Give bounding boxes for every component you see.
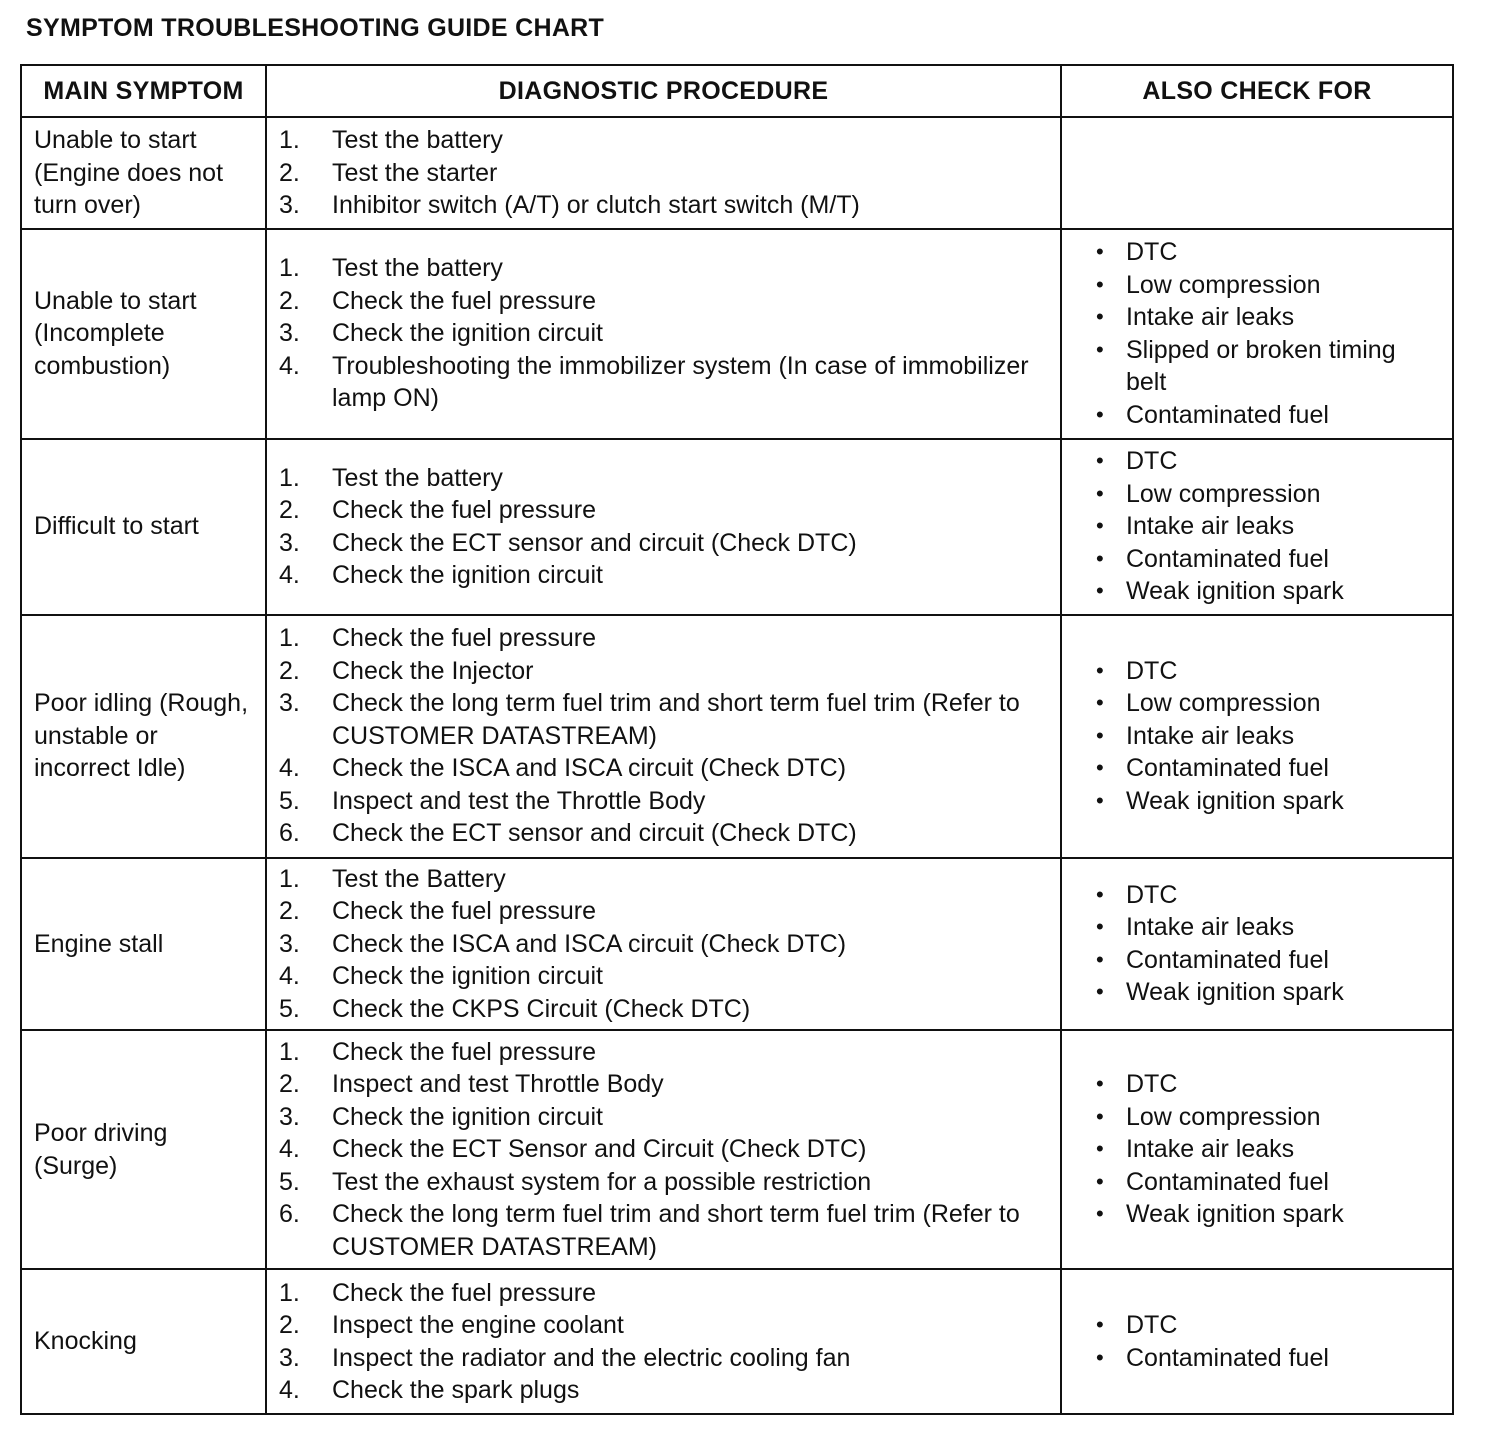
step-text: Check the fuel pressure — [332, 897, 597, 925]
diagnostic-procedure-cell — [266, 1030, 1061, 1269]
step-text: Check the long term fuel trim and short term fuel trim (Refer to CUSTOMER DATASTREAM) — [332, 689, 1020, 750]
bullet-icon: • — [1096, 1136, 1104, 1162]
step-number: 1. — [279, 624, 300, 653]
column-header-main-symptom: MAIN SYMPTOM — [21, 65, 266, 117]
procedure-step — [279, 1309, 1050, 1342]
table-row — [21, 117, 1453, 229]
procedure-step — [279, 317, 1050, 350]
also-check-item — [1096, 655, 1442, 688]
procedure-step — [279, 895, 1050, 928]
also-check-item — [1096, 334, 1442, 399]
main-symptom-cell — [21, 1030, 266, 1269]
table-row — [21, 229, 1453, 439]
also-check-item — [1096, 911, 1442, 944]
main-symptom-cell — [21, 858, 266, 1031]
step-text: Check the ignition circuit — [332, 319, 603, 348]
bullet-icon: • — [1096, 480, 1104, 506]
step-text: Check the ISCA and ISCA circuit (Check DTC) — [332, 929, 847, 958]
also-check-text: Weak ignition spark — [1126, 577, 1344, 606]
also-check-item — [1096, 1101, 1442, 1134]
also-check-text: Intake air leaks — [1126, 913, 1295, 942]
bullet-icon: • — [1096, 513, 1104, 539]
step-text: Check the fuel pressure — [332, 1037, 597, 1066]
also-check-item — [1096, 445, 1442, 478]
also-check-item — [1096, 399, 1442, 432]
diagnostic-procedure-cell — [266, 1269, 1061, 1414]
also-check-text: DTC — [1126, 238, 1178, 266]
bullet-icon: • — [1096, 914, 1104, 940]
also-check-text: Contaminated fuel — [1126, 754, 1329, 783]
step-number: 3. — [279, 319, 300, 348]
main-symptom-cell — [21, 439, 266, 615]
main-symptom-cell — [21, 615, 266, 858]
step-text: Check the fuel pressure — [332, 1278, 597, 1307]
also-check-item — [1096, 575, 1442, 608]
diagnostic-procedure-cell — [266, 858, 1061, 1031]
step-number: 3. — [279, 1343, 300, 1372]
step-number: 5. — [279, 786, 300, 815]
procedure-step — [279, 817, 1050, 850]
procedure-step — [279, 1101, 1050, 1134]
procedure-step — [279, 752, 1050, 785]
step-text: Check the ECT Sensor and Circuit (Check DTC) — [332, 1135, 867, 1164]
also-check-item — [1096, 301, 1442, 334]
also-check-text: DTC — [1126, 447, 1178, 476]
bullet-icon: • — [1096, 657, 1104, 683]
step-number: 6. — [279, 819, 300, 848]
also-check-item — [1096, 1068, 1442, 1101]
step-text: Check the spark plugs — [332, 1376, 580, 1404]
procedure-step — [279, 350, 1050, 415]
procedure-step — [279, 124, 1050, 157]
bullet-icon: • — [1096, 1201, 1104, 1227]
procedure-step — [279, 1133, 1050, 1166]
bullet-icon: • — [1096, 304, 1104, 329]
procedure-step — [279, 462, 1050, 495]
procedure-step — [279, 655, 1050, 688]
step-number: 2. — [279, 1070, 300, 1099]
also-check-item — [1096, 478, 1442, 511]
column-header-diagnostic-procedure: DIAGNOSTIC PROCEDURE — [266, 65, 1061, 117]
bullet-icon: • — [1096, 1071, 1104, 1097]
also-check-text: Intake air leaks — [1126, 303, 1295, 331]
step-number: 1. — [279, 1037, 300, 1066]
procedure-step — [279, 559, 1050, 592]
step-number: 4. — [279, 1376, 300, 1404]
step-text: Test the starter — [332, 158, 498, 187]
diagnostic-procedure-cell — [266, 229, 1061, 439]
also-check-item — [1096, 510, 1442, 543]
step-number: 4. — [279, 754, 300, 783]
procedure-step — [279, 785, 1050, 818]
bullet-icon: • — [1096, 401, 1104, 427]
main-symptom-cell — [21, 229, 266, 439]
procedure-step — [279, 1068, 1050, 1101]
step-text: Check the ECT sensor and circuit (Check DTC) — [332, 528, 857, 557]
bullet-icon: • — [1096, 336, 1104, 362]
step-number: 5. — [279, 994, 300, 1023]
also-check-item — [1096, 1342, 1442, 1375]
also-check-text: Intake air leaks — [1126, 512, 1295, 541]
procedure-step — [279, 1036, 1050, 1069]
column-header-also-check-for: ALSO CHECK FOR — [1061, 65, 1453, 117]
step-number: 1. — [279, 463, 300, 492]
diagnostic-procedure-cell — [266, 117, 1061, 229]
step-text: Check the ignition circuit — [332, 1102, 603, 1131]
bullet-icon: • — [1096, 578, 1104, 604]
step-text: Inspect and test Throttle Body — [332, 1070, 664, 1099]
also-check-text: Low compression — [1126, 1102, 1321, 1131]
also-check-text: Low compression — [1126, 479, 1321, 508]
bullet-icon: • — [1096, 1312, 1104, 1337]
step-text: Test the exhaust system for a possible restriction — [332, 1167, 872, 1196]
step-number: 2. — [279, 286, 300, 315]
also-check-text: Contaminated fuel — [1126, 400, 1329, 429]
step-number: 2. — [279, 158, 300, 187]
step-number: 1. — [279, 1278, 300, 1307]
also-check-text: Contaminated fuel — [1126, 1167, 1329, 1196]
also-check-item — [1096, 720, 1442, 753]
procedure-step — [279, 285, 1050, 318]
table-row — [21, 1269, 1453, 1414]
step-number: 4. — [279, 561, 300, 589]
bullet-icon: • — [1096, 690, 1104, 716]
bullet-icon: • — [1096, 239, 1104, 264]
procedure-step — [279, 494, 1050, 527]
step-text: Troubleshooting the immobilizer system (In case of immobilizer lamp ON) — [332, 351, 1029, 413]
step-number: 2. — [279, 496, 300, 524]
bullet-icon: • — [1096, 881, 1104, 907]
also-check-item — [1096, 785, 1442, 818]
procedure-step — [279, 928, 1050, 961]
also-check-text: DTC — [1126, 1070, 1178, 1099]
bullet-icon: • — [1096, 979, 1104, 1005]
procedure-step — [279, 1342, 1050, 1375]
symptom-text: Poor idling (Rough, unstable or incorrect Idle) — [34, 689, 249, 783]
step-number: 1. — [279, 126, 300, 154]
also-check-for-cell — [1061, 615, 1453, 858]
also-check-text: DTC — [1126, 656, 1178, 685]
also-check-text: Weak ignition spark — [1126, 978, 1344, 1007]
bullet-icon: • — [1096, 545, 1104, 571]
also-check-item — [1096, 752, 1442, 785]
procedure-step — [279, 1198, 1050, 1263]
also-check-text: Low compression — [1126, 270, 1321, 299]
step-text: Test the battery — [332, 254, 503, 283]
procedure-step — [279, 863, 1050, 896]
header-row — [21, 65, 1453, 117]
step-number: 3. — [279, 689, 300, 718]
step-text: Inspect the radiator and the electric cooling fan — [332, 1343, 851, 1372]
step-number: 1. — [279, 864, 300, 893]
step-text: Check the ECT sensor and circuit (Check DTC) — [332, 819, 857, 848]
step-text: Check the fuel pressure — [332, 286, 597, 315]
step-number: 4. — [279, 351, 300, 380]
step-text: Inhibitor switch (A/T) or clutch start switch (M/T) — [332, 191, 860, 219]
step-text: Test the battery — [332, 463, 503, 492]
table-row — [21, 439, 1453, 615]
step-text: Check the ignition circuit — [332, 962, 603, 990]
bullet-icon: • — [1096, 1344, 1104, 1370]
also-check-text: Contaminated fuel — [1126, 544, 1329, 573]
procedure-step — [279, 1374, 1050, 1407]
procedure-step — [279, 527, 1050, 560]
step-text: Check the fuel pressure — [332, 496, 597, 524]
also-check-text: Weak ignition spark — [1126, 786, 1344, 815]
step-text: Check the ISCA and ISCA circuit (Check DTC) — [332, 754, 847, 783]
also-check-text: Intake air leaks — [1126, 1135, 1295, 1164]
procedure-step — [279, 960, 1050, 993]
also-check-for-cell — [1061, 439, 1453, 615]
step-text: Check the fuel pressure — [332, 624, 597, 653]
also-check-text: Slipped or broken timing belt — [1126, 335, 1396, 396]
also-check-item — [1096, 236, 1442, 269]
main-symptom-cell — [21, 117, 266, 229]
step-text: Check the Injector — [332, 656, 534, 685]
also-check-item — [1096, 687, 1442, 720]
bullet-icon: • — [1096, 1168, 1104, 1194]
also-check-text: Contaminated fuel — [1126, 945, 1329, 974]
step-number: 4. — [279, 1135, 300, 1164]
bullet-icon: • — [1096, 755, 1104, 781]
symptom-text: Difficult to start — [34, 512, 199, 541]
procedure-step — [279, 1166, 1050, 1199]
step-number: 3. — [279, 929, 300, 958]
procedure-step — [279, 1277, 1050, 1310]
step-number: 1. — [279, 254, 300, 283]
also-check-item — [1096, 543, 1442, 576]
procedure-step — [279, 993, 1050, 1026]
step-text: Test the battery — [332, 126, 503, 154]
bullet-icon: • — [1096, 722, 1104, 748]
step-number: 2. — [279, 897, 300, 925]
also-check-item — [1096, 1198, 1442, 1231]
step-text: Check the long term fuel trim and short term fuel trim (Refer to CUSTOMER DATASTREAM) — [332, 1200, 1020, 1261]
step-number: 5. — [279, 1167, 300, 1196]
bullet-icon: • — [1096, 271, 1104, 297]
also-check-text: Weak ignition spark — [1126, 1200, 1344, 1229]
step-text: Check the CKPS Circuit (Check DTC) — [332, 994, 751, 1023]
also-check-item — [1096, 1309, 1442, 1342]
step-number: 2. — [279, 1311, 300, 1339]
also-check-for-cell — [1061, 1269, 1453, 1414]
bullet-icon: • — [1096, 787, 1104, 813]
also-check-for-cell — [1061, 229, 1453, 439]
procedure-step — [279, 157, 1050, 190]
also-check-for-cell — [1061, 1030, 1453, 1269]
also-check-text: Contaminated fuel — [1126, 1343, 1329, 1372]
also-check-text: DTC — [1126, 1311, 1178, 1339]
diagnostic-procedure-cell — [266, 439, 1061, 615]
step-number: 3. — [279, 1102, 300, 1131]
step-text: Check the ignition circuit — [332, 561, 603, 589]
also-check-text: DTC — [1126, 880, 1178, 909]
step-number: 3. — [279, 528, 300, 557]
bullet-icon: • — [1096, 946, 1104, 972]
symptom-text: Unable to start (Engine does not turn over) — [34, 126, 224, 219]
symptom-text: Knocking — [34, 1327, 137, 1356]
step-number: 3. — [279, 191, 300, 219]
bullet-icon: • — [1096, 1103, 1104, 1129]
step-number: 2. — [279, 656, 300, 685]
table-row — [21, 858, 1453, 1031]
bullet-icon: • — [1096, 448, 1104, 474]
step-text: Inspect the engine coolant — [332, 1311, 624, 1339]
symptom-text: Poor driving (Surge) — [34, 1119, 168, 1180]
step-number: 6. — [279, 1200, 300, 1229]
also-check-text: Intake air leaks — [1126, 721, 1295, 750]
step-text: Test the Battery — [332, 864, 506, 893]
also-check-item — [1096, 1133, 1442, 1166]
page-title: SYMPTOM TROUBLESHOOTING GUIDE CHART — [26, 14, 605, 42]
procedure-step — [279, 622, 1050, 655]
procedure-step — [279, 687, 1050, 752]
also-check-item — [1096, 976, 1442, 1009]
also-check-item — [1096, 944, 1442, 977]
table-row — [21, 615, 1453, 858]
also-check-for-cell — [1061, 858, 1453, 1031]
symptom-text: Engine stall — [34, 929, 164, 958]
also-check-item — [1096, 269, 1442, 302]
also-check-text: Low compression — [1126, 689, 1321, 718]
table-body — [21, 117, 1453, 1414]
symptom-text: Unable to start (Incomplete combustion) — [34, 286, 197, 380]
also-check-item — [1096, 879, 1442, 912]
step-text: Inspect and test the Throttle Body — [332, 786, 706, 815]
table-row — [21, 1030, 1453, 1269]
procedure-step — [279, 252, 1050, 285]
diagnostic-procedure-cell — [266, 615, 1061, 858]
main-symptom-cell — [21, 1269, 266, 1414]
step-number: 4. — [279, 962, 300, 990]
also-check-item — [1096, 1166, 1442, 1199]
also-check-for-cell — [1061, 117, 1453, 229]
troubleshooting-table — [20, 64, 1454, 1415]
procedure-step — [279, 189, 1050, 222]
